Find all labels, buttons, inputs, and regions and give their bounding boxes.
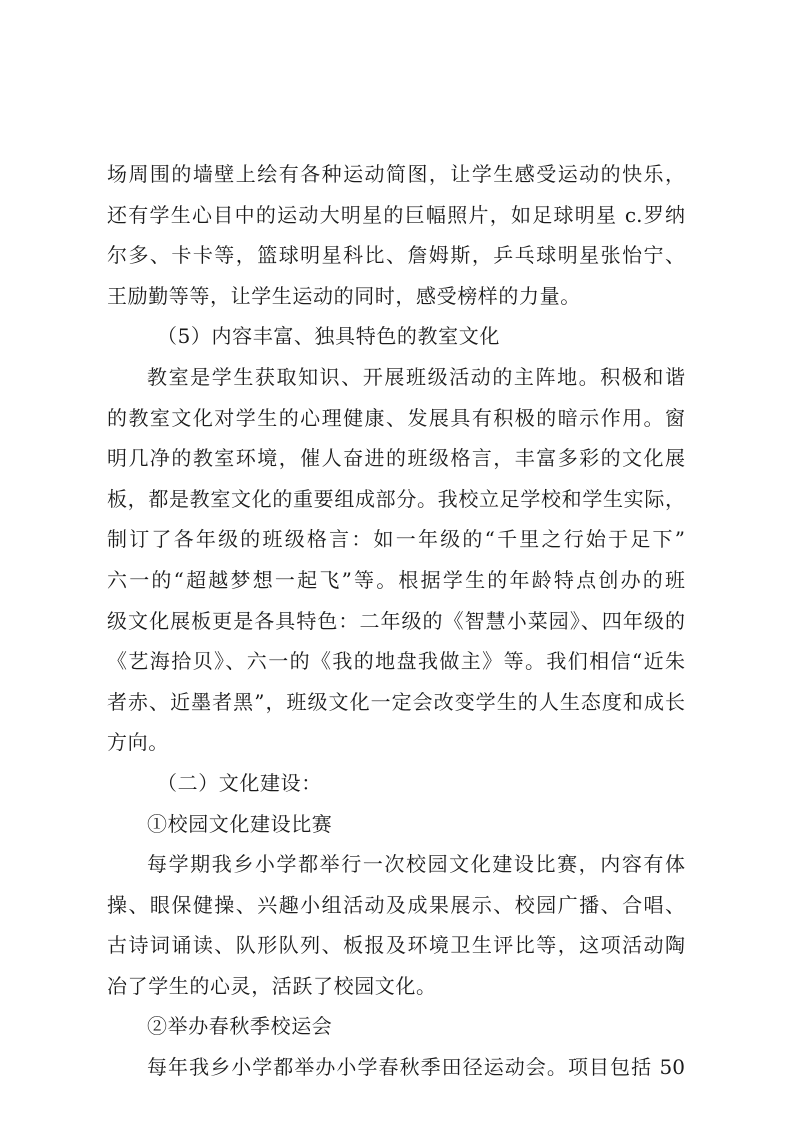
text-line: 冶了学生的心灵，活跃了校园文化。 [107, 973, 437, 998]
paragraph-start-line: 每学期我乡小学都举行一次校园文化建设比赛，内容有体 [147, 852, 685, 877]
text-line: 六一的“超越梦想一起飞”等。根据学生的年龄特点创办的班 [107, 567, 685, 592]
subsection-heading: ①校园文化建设比赛 [147, 811, 333, 836]
text-line: 古诗词诵读、队形队列、板报及环境卫生评比等，这项活动陶 [107, 933, 685, 958]
paragraph-start-line: 教室是学生获取知识、开展班级活动的主阵地。积极和谐 [147, 364, 685, 389]
text-line: 的教室文化对学生的心理健康、发展具有积极的暗示作用。窗 [107, 405, 685, 430]
text-line: 方向。 [107, 730, 169, 755]
document-body [107, 154, 685, 1088]
text-line: 板，都是教室文化的重要组成部分。我校立足学校和学生实际， [107, 486, 685, 511]
paragraph-start-line: 每年我乡小学都举办小学春秋季田径运动会。项目包括 50 [147, 1055, 685, 1080]
text-line: 尔多、卡卡等，篮球明星科比、詹姆斯，乒乓球明星张怡宁、 [107, 243, 685, 268]
text-line: 场周围的墙壁上绘有各种运动简图，让学生感受运动的快乐， [107, 162, 685, 186]
text-line: 制订了各年级的班级格言：如一年级的“千里之行始于足下” [107, 527, 685, 552]
text-line: 级文化展板更是各具特色：二年级的《智慧小菜园》、四年级的 [107, 608, 685, 633]
subsection-heading: ②举办春秋季校运会 [147, 1014, 333, 1039]
text-line: 者赤、近墨者黑”，班级文化一定会改变学生的人生态度和成长 [107, 689, 685, 714]
section-heading: （5）内容丰富、独具特色的教室文化 [157, 324, 500, 349]
text-line: 明几净的教室环境，催人奋进的班级格言，丰富多彩的文化展 [107, 446, 685, 471]
text-line: 《艺海拾贝》、六一的《我的地盘我做主》等。我们相信“近朱 [107, 649, 685, 674]
text-line: 王励勤等等，让学生运动的同时，感受榜样的力量。 [107, 283, 581, 308]
text-line: 操、眼保健操、兴趣小组活动及成果展示、校园广播、合唱、 [107, 892, 685, 917]
section-heading: （二）文化建设： [157, 770, 322, 795]
text-line: 还有学生心目中的运动大明星的巨幅照片，如足球明星 c.罗纳 [107, 202, 685, 227]
